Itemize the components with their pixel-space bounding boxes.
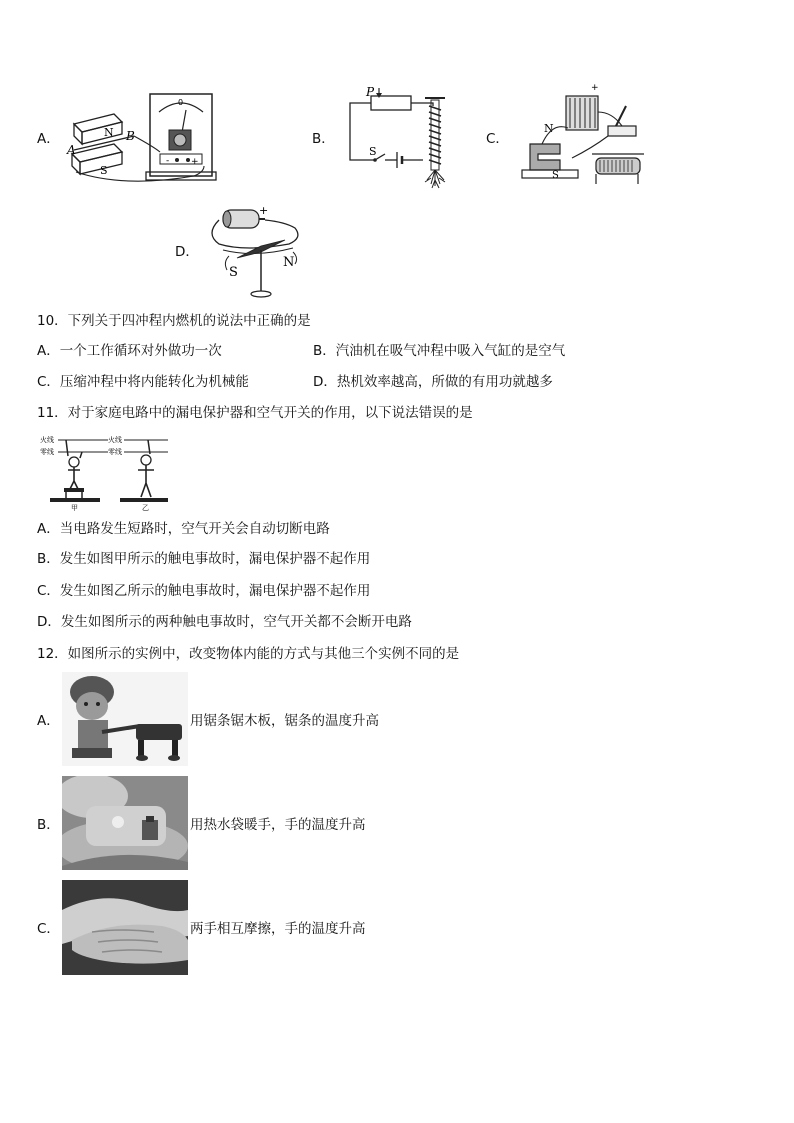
svg-text:+: + bbox=[259, 204, 269, 217]
q11-figure-electric-shock bbox=[38, 430, 172, 512]
svg-text:乙: 乙 bbox=[142, 504, 149, 512]
svg-text:-: - bbox=[166, 156, 170, 166]
q9-option-a-label: A． bbox=[37, 131, 60, 147]
q11-option-a: A．当电路发生短路时，空气开关会自动切断电路 bbox=[37, 521, 330, 537]
svg-text:0: 0 bbox=[178, 98, 184, 107]
svg-text:+: + bbox=[191, 157, 199, 167]
svg-text:B: B bbox=[126, 129, 135, 143]
svg-text:甲: 甲 bbox=[71, 504, 78, 512]
svg-text:N: N bbox=[283, 255, 295, 270]
svg-text:N: N bbox=[104, 126, 114, 139]
q9-figure-c-motor-apparatus bbox=[512, 82, 647, 190]
q9-figure-d-compass-coil bbox=[205, 200, 315, 300]
q12-option-a-text: 用锯条锯木板，锯条的温度升高 bbox=[190, 713, 379, 729]
q11-option-d: D．发生如图所示的两种触电事故时，空气开关都不会断开电路 bbox=[37, 614, 412, 630]
q9-option-d-label: D． bbox=[175, 244, 199, 260]
q10-option-b: B．汽油机在吸气冲程中吸入气缸的是空气 bbox=[313, 343, 566, 359]
q12-option-a-sawing-image bbox=[62, 672, 188, 766]
q10-option-d: D．热机效率越高，所做的有用功就越多 bbox=[313, 374, 553, 390]
q9-figure-b-electromagnet-circuit bbox=[345, 84, 460, 196]
svg-text:S: S bbox=[229, 265, 238, 280]
svg-text:S: S bbox=[100, 164, 108, 177]
q12-option-c-text: 两手相互摩擦，手的温度升高 bbox=[190, 921, 366, 937]
svg-text:S: S bbox=[552, 170, 559, 181]
q11-option-b: B．发生如图甲所示的触电事故时，漏电保护器不起作用 bbox=[37, 551, 371, 567]
q12-option-a-label: A． bbox=[37, 713, 60, 729]
q11-stem: 11．对于家庭电路中的漏电保护器和空气开关的作用，以下说法错误的是 bbox=[37, 405, 473, 421]
q10-option-a: A．一个工作循环对外做功一次 bbox=[37, 343, 222, 359]
svg-text:+: + bbox=[591, 83, 599, 93]
q12-option-b-hot-water-bag-image bbox=[62, 776, 188, 870]
q9-figure-a-galvanometer-circuit bbox=[64, 92, 254, 184]
svg-text:S: S bbox=[369, 145, 377, 158]
q12-option-c-label: C． bbox=[37, 921, 60, 937]
q9-option-b-label: B． bbox=[312, 131, 335, 147]
q12-option-c-rubbing-hands-image bbox=[62, 880, 188, 975]
svg-text:火线: 火线 bbox=[108, 436, 122, 444]
q10-stem: 10．下列关于四冲程内燃机的说法中正确的是 bbox=[37, 313, 311, 329]
q9-option-c-label: C． bbox=[486, 131, 509, 147]
svg-text:零线: 零线 bbox=[40, 448, 54, 456]
svg-text:A: A bbox=[67, 143, 76, 157]
svg-text:P: P bbox=[366, 85, 375, 99]
svg-text:火线: 火线 bbox=[40, 436, 54, 444]
q12-stem: 12．如图所示的实例中，改变物体内能的方式与其他三个实例不同的是 bbox=[37, 646, 460, 662]
svg-text:N: N bbox=[544, 122, 554, 135]
q12-option-b-text: 用热水袋暖手，手的温度升高 bbox=[190, 817, 366, 833]
q12-option-b-label: B． bbox=[37, 817, 60, 833]
svg-text:零线: 零线 bbox=[108, 448, 122, 456]
q10-option-c: C．压缩冲程中将内能转化为机械能 bbox=[37, 374, 249, 390]
q11-option-c: C．发生如图乙所示的触电事故时，漏电保护器不起作用 bbox=[37, 583, 371, 599]
